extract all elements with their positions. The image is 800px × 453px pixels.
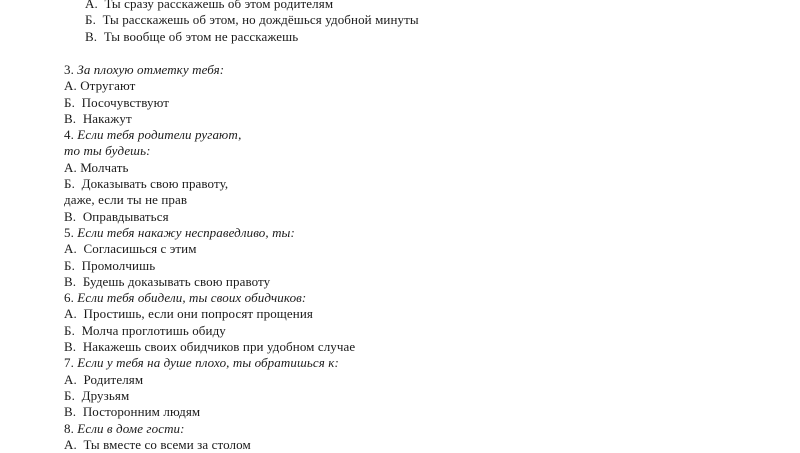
answer-a: А. Согласишься с этим <box>64 241 197 257</box>
answer-c: В. Будешь доказывать свою правоту <box>64 273 271 289</box>
question-number: 6. <box>64 290 74 306</box>
option-a: А. Ты сразу расскажешь об этом родителям <box>85 0 334 11</box>
answer-b: Б. Доказывать свою правоту, <box>64 176 229 192</box>
question-6 <box>64 290 355 306</box>
answer-a: А. Простишь, если они попросят прощения <box>64 306 313 322</box>
question-number: 4. <box>64 127 74 143</box>
answer-b: Б. Друзьям <box>64 387 130 403</box>
question-8 <box>64 421 355 437</box>
previous-question-options <box>85 0 419 45</box>
question-text: Если у тебя на душе плохо, ты обратишься к: <box>73 355 339 371</box>
question-5 <box>64 225 355 241</box>
answer-b: Б. Посочувствуют <box>64 94 170 110</box>
question-3 <box>64 62 355 78</box>
question-text: Если тебя накажу несправедливо, ты: <box>73 224 295 240</box>
answer-b: Б. Молча проглотишь обиду <box>64 322 226 338</box>
question-number: 3. <box>64 62 74 77</box>
question-text: Если тебя родители ругают, <box>73 127 242 143</box>
question-number: 7. <box>64 355 74 371</box>
option-c: В. Ты вообще об этом не расскажешь <box>85 28 299 44</box>
questions-list <box>64 62 355 453</box>
answer-a: А. Отругают <box>64 78 136 94</box>
question-text: Если в доме гости: <box>73 420 185 436</box>
answer-c: В. Накажут <box>64 110 132 126</box>
question-4-continued: то ты будешь: <box>64 143 151 159</box>
answer-c: В. Оправдываться <box>64 208 169 224</box>
answer-a: А. Родителям <box>64 371 144 387</box>
question-7 <box>64 355 355 371</box>
question-number: 8. <box>64 420 74 436</box>
answer-c: В. Накажешь своих обидчиков при удобном случае <box>64 339 356 355</box>
question-text: Если тебя обидели, ты своих обидчиков: <box>73 290 307 306</box>
question-4 <box>64 127 355 143</box>
answer-a: А. Молчать <box>64 159 129 175</box>
answer-b: Б. Промолчишь <box>64 257 156 273</box>
answer-a: А. Ты вместе со всеми за столом <box>64 436 251 452</box>
answer-c: В. Посторонним людям <box>64 404 201 420</box>
option-b: Б. Ты расскажешь об этом, но дождёшься удобной минуты <box>85 12 419 28</box>
question-number: 5. <box>64 224 74 240</box>
question-text: За плохую отметку тебя: <box>73 62 225 77</box>
answer-b-continued: даже, если ты не прав <box>64 192 188 208</box>
